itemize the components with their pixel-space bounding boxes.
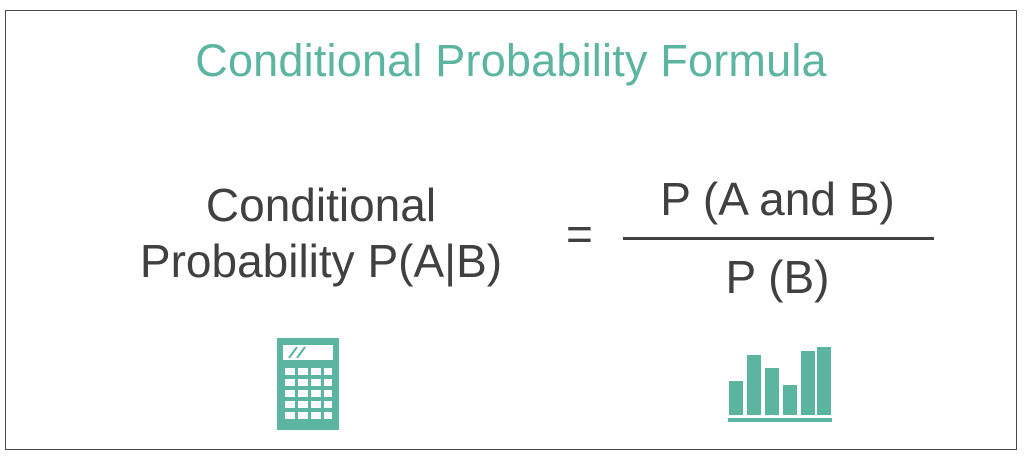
formula-card bbox=[5, 10, 1017, 450]
page-title: Conditional Probability Formula bbox=[195, 35, 827, 86]
lhs-line-2: Probability P(A|B) bbox=[139, 235, 503, 287]
formula-denominator: P (B) bbox=[725, 251, 830, 303]
equals-sign: = bbox=[566, 208, 593, 260]
bar-chart-icon bbox=[724, 345, 834, 425]
formula-numerator: P (A and B) bbox=[660, 173, 895, 225]
calculator-icon bbox=[277, 338, 339, 430]
formula-lhs bbox=[86, 177, 556, 289]
fraction-bar bbox=[623, 237, 934, 240]
lhs-line-1: Conditional bbox=[205, 179, 437, 231]
